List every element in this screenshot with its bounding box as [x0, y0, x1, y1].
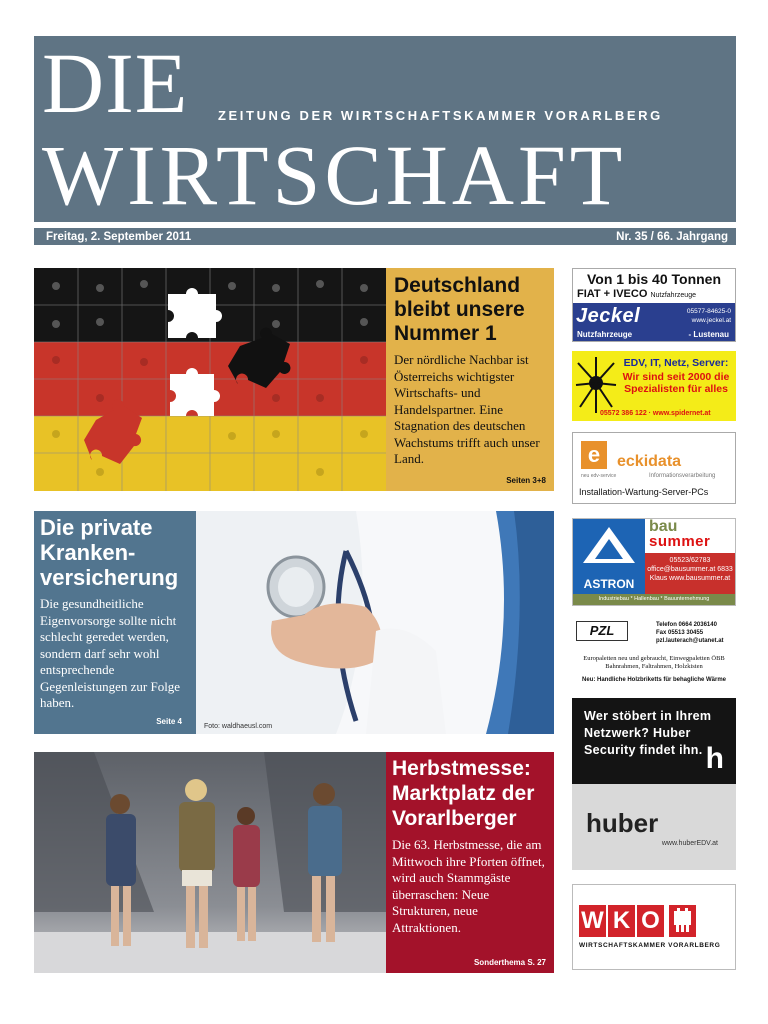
eckidata-logo-icon: e	[581, 441, 607, 469]
story-insurance-teaser: Die gesundheitliche Eigenvorsorge sollte nicht schlecht geredet werden, sondern darf sehr wohl entsprechende Gegenleistungen zur Folge haben.	[40, 596, 181, 710]
ad-huber-security[interactable]	[572, 698, 736, 870]
huber-logo: huber	[586, 808, 659, 838]
ad-huber-url: www.huberEDV.at	[661, 840, 718, 847]
story-herbstmesse[interactable]	[386, 752, 554, 973]
wko-letter-k: K	[608, 905, 635, 937]
story-germany[interactable]	[386, 268, 554, 491]
ad-bau-label: bau	[649, 518, 678, 535]
ad-eckidata[interactable]	[572, 432, 736, 504]
ad-eckidata-small: neu edv-service	[581, 473, 617, 479]
wko-letter-w: W	[579, 905, 606, 937]
masthead	[34, 36, 736, 222]
ad-pzl-fax: Fax 05513 30455	[656, 630, 704, 636]
ad-jeckel-brands-main: FIAT + IVECO	[577, 288, 648, 300]
ad-jeckel-phone: 05577-84625-0	[686, 308, 731, 315]
story-germany-teaser: Der nördliche Nachbar ist Österreichs wichtigster Wirtschafts- und Handelspartner. Eine Stagnation des deutschen Wachstums trifft auch unser Land.	[394, 352, 540, 466]
ad-jeckel-contact	[687, 307, 731, 325]
ad-summer-label: summer	[649, 533, 711, 550]
ad-bausummer-strip: Industriebau * Hallenbau * Bauunternehmung	[573, 594, 735, 605]
ad-wko[interactable]	[572, 884, 736, 970]
astron-logo	[573, 519, 645, 595]
astron-logo-text: ASTRON	[583, 577, 635, 591]
masthead-title-line1: DIE	[42, 36, 189, 131]
ad-bausummer-contact: 05523/62783 office@bausummer.at 6833 Klaus www.bausummer.at	[645, 553, 735, 595]
ad-eckidata-footer: Installation-Wartung-Server-PCs	[579, 487, 709, 497]
ad-jeckel[interactable]	[572, 268, 736, 342]
ad-pzl-footer: Neu: Handliche Holzbriketts für behagliche Wärme	[581, 677, 727, 683]
ad-jeckel-brands	[573, 287, 735, 303]
story-insurance-headline[interactable]: Die private Kranken-versicherung	[40, 515, 179, 590]
ad-spidernet-line1: EDV, IT, Netz, Server:	[623, 357, 729, 369]
ad-jeckel-tag: Nutzfahrzeuge	[577, 330, 633, 339]
astron-house-icon	[573, 519, 645, 575]
ad-huber-slogan: Wer stöbert in Ihrem Netzwerk? Huber Security findet ihn.	[584, 709, 712, 757]
spider-icon	[574, 355, 618, 415]
ad-eckidata-tag: Informationsverarbeitung	[649, 473, 716, 479]
story-herbstmesse-headline[interactable]: Herbstmesse: Marktplatz der Vorarlberger	[392, 757, 535, 830]
vorarlberg-crest-icon	[669, 905, 696, 937]
ad-jeckel-town: - Lustenau	[688, 330, 729, 339]
photo-credit: Foto: waldhaeusl.com	[204, 723, 273, 730]
doctor-stethoscope-photo	[196, 511, 554, 734]
ad-pzl-email: pzl.lauterach@utanet.at	[656, 638, 724, 644]
story-germany-headline[interactable]: Deutschland bleibt unsere Nummer 1	[394, 274, 525, 345]
ad-jeckel-band	[573, 303, 735, 341]
story-herbstmesse-teaser: Die 63. Herbstmesse, die am Mittwoch ihre Pforten öffnet, wird auch Stammgäste überraschen: Neue Strukturen, neue Attraktionen.	[392, 837, 545, 935]
ad-spidernet-line2: Wir sind seit 2000 die Spezialisten für alles	[622, 371, 730, 395]
ad-pzl-contact	[656, 621, 724, 645]
fashion-show-photo	[34, 752, 386, 973]
story-insurance-page-ref: Seite 4	[156, 717, 182, 726]
story-insurance[interactable]	[34, 511, 196, 734]
ad-pzl-phone: Telefon 0664 2036140	[656, 622, 717, 628]
ad-pzl[interactable]	[572, 617, 736, 685]
ad-eckidata-name: eckidata	[617, 453, 682, 470]
issue-date: Freitag, 2. September 2011	[46, 230, 192, 243]
dateline	[34, 228, 736, 245]
ad-huber-dark-panel	[572, 698, 736, 784]
issue-number: Nr. 35 / 66. Jahrgang	[616, 230, 728, 243]
story-germany-page-ref: Seiten 3+8	[506, 476, 546, 485]
story-herbstmesse-page-ref: Sonderthema S. 27	[473, 958, 546, 967]
german-flag-puzzle-image	[34, 268, 386, 491]
ad-jeckel-web: www.jeckel.at	[691, 317, 731, 324]
huber-h-icon: h	[705, 742, 724, 775]
ad-spidernet[interactable]	[572, 351, 736, 421]
masthead-subtitle: ZEITUNG DER WIRTSCHAFTSKAMMER VORARLBERG	[218, 108, 663, 123]
ad-jeckel-logo: Jeckel	[576, 305, 641, 327]
ad-astron-bausummer[interactable]	[572, 518, 736, 606]
pzl-logo: PZL	[576, 621, 628, 641]
ad-wko-footer: WIRTSCHAFTSKAMMER VORARLBERG	[579, 942, 721, 949]
ad-jeckel-headline: Von 1 bis 40 Tonnen	[586, 271, 722, 287]
wko-letter-o: O	[637, 905, 664, 937]
ad-jeckel-brands-small: Nutzfahrzeuge	[650, 292, 696, 299]
masthead-title-line2: WIRTSCHAFT	[42, 127, 627, 222]
ad-pzl-products: Europaletten neu und gebraucht, Einwegpaletten ÖBB Bahnrahmen, Faltrahmen, Holzkisten	[583, 655, 725, 670]
ad-spidernet-footer: 05572 386 122 · www.spidernet.at	[600, 410, 711, 417]
wko-logo	[579, 905, 696, 937]
